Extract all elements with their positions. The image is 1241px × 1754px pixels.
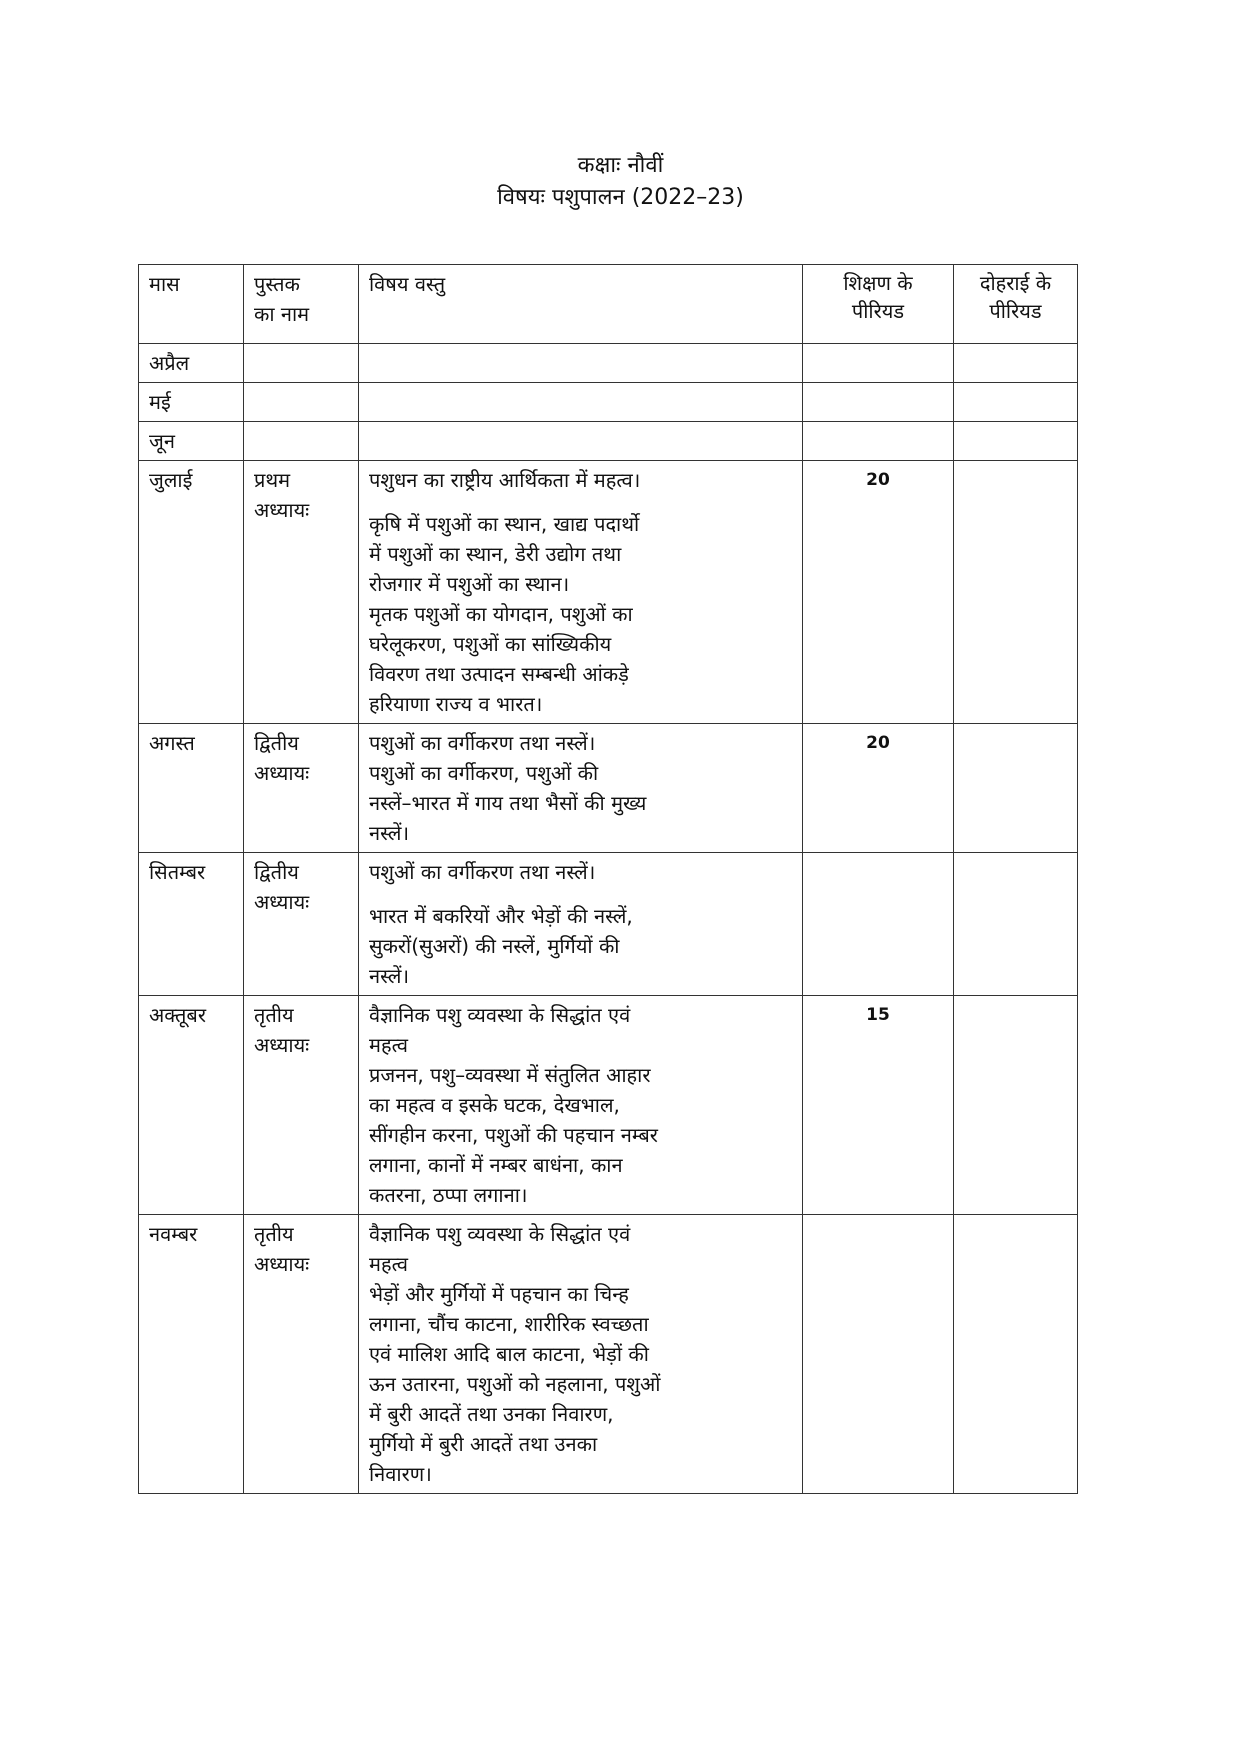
content-cell: [359, 724, 803, 853]
month-cell: अप्रैल: [139, 344, 244, 383]
month-cell: सितम्बर: [139, 853, 244, 996]
table-row: [139, 724, 1078, 853]
syllabus-table: [138, 264, 1078, 1494]
content-paragraph: भारत में बकरियों और भेड़ों की नस्लें, सुकरों(सुअरों) की नस्लें, मुर्गियों की नस्लें।: [369, 904, 633, 988]
revision-periods-cell: [954, 724, 1078, 853]
revision-periods-cell: [954, 1215, 1078, 1494]
content-paragraph: पशुधन का राष्ट्रीय आर्थिकता में महत्व।: [369, 468, 641, 492]
content-paragraph: कृषि में पशुओं का स्थान, खाद्य पदार्थो में पशुओं का स्थान, डेरी उद्योग तथा रोजगार में पशुओं का स्थान। मृतक पशुओं का योगदान, पशुओं का घरेलूकरण, पशुओं का सांख्यिकीय विवरण तथा उत्पादन सम्बन्धी आंकड़े हरियाणा राज्य व भारत।: [369, 512, 640, 716]
month-cell: नवम्बर: [139, 1215, 244, 1494]
teaching-periods-cell: 20: [803, 461, 954, 724]
class-title: कक्षाः नौवीं: [577, 153, 664, 178]
table-row: [139, 383, 1078, 422]
content-paragraph: वैज्ञानिक पशु व्यवस्था के सिद्धांत एवं महत्व प्रजनन, पशु–व्यवस्था में संतुलित आहार का महत्व व इसके घटक, देखभाल, सींगहीन करना, पशुओं की पहचान नम्बर लगाना, कानों में नम्बर बाधंना, कान कतरना, ठप्पा लगाना।: [369, 1003, 658, 1207]
month-cell: अगस्त: [139, 724, 244, 853]
col-header-content: विषय वस्तु: [359, 265, 803, 344]
content-cell: [359, 853, 803, 996]
table-header-row: [139, 265, 1078, 344]
book-cell: प्रथम अध्यायः: [244, 461, 359, 724]
revision-periods-cell: [954, 996, 1078, 1215]
teaching-periods-cell: 20: [803, 724, 954, 853]
content-cell: [359, 996, 803, 1215]
teaching-periods-cell: [803, 344, 954, 383]
table-row: [139, 1215, 1078, 1494]
book-cell: [244, 344, 359, 383]
book-cell: [244, 422, 359, 461]
content-cell: [359, 422, 803, 461]
subject-title: विषयः पशुपालन (2022–23): [497, 185, 744, 210]
content-cell: [359, 383, 803, 422]
teaching-periods-cell: [803, 422, 954, 461]
revision-periods-cell: [954, 422, 1078, 461]
col-header-month: मास: [139, 265, 244, 344]
revision-periods-cell: [954, 344, 1078, 383]
content-cell: [359, 344, 803, 383]
month-cell: जुलाई: [139, 461, 244, 724]
content-paragraph: पशुओं का वर्गीकरण तथा नस्लें। पशुओं का वर्गीकरण, पशुओं की नस्लें–भारत में गाय तथा भैसों की मुख्य नस्लें।: [369, 731, 647, 845]
revision-periods-cell: [954, 461, 1078, 724]
page-heading: [0, 150, 1241, 214]
month-cell: जून: [139, 422, 244, 461]
content-paragraph: पशुओं का वर्गीकरण तथा नस्लें।: [369, 860, 596, 884]
table-row: [139, 853, 1078, 996]
table-row: [139, 422, 1078, 461]
table-row: [139, 461, 1078, 724]
book-cell: तृतीय अध्यायः: [244, 1215, 359, 1494]
table-row: [139, 344, 1078, 383]
teaching-periods-cell: [803, 383, 954, 422]
content-cell: [359, 1215, 803, 1494]
content-paragraph: वैज्ञानिक पशु व्यवस्था के सिद्धांत एवं महत्व भेड़ों और मुर्गियों में पहचान का चिन्ह लगाना, चौंच काटना, शारीरिक स्वच्छता एवं मालिश आदि बाल काटना, भेड़ों की ऊन उतारना, पशुओं को नहलाना, पशुओं में बुरी आदतें तथा उनका निवारण, मुर्गियो में बुरी आदतें तथा उनका निवारण।: [369, 1222, 661, 1486]
book-cell: द्वितीय अध्यायः: [244, 724, 359, 853]
book-cell: द्वितीय अध्यायः: [244, 853, 359, 996]
book-cell: तृतीय अध्यायः: [244, 996, 359, 1215]
teaching-periods-cell: 15: [803, 996, 954, 1215]
col-header-book: पुस्तक का नाम: [244, 265, 359, 344]
revision-periods-cell: [954, 853, 1078, 996]
col-header-revision-periods: दोहराई के पीरियड: [954, 265, 1078, 344]
month-cell: अक्तूबर: [139, 996, 244, 1215]
month-cell: मई: [139, 383, 244, 422]
book-cell: [244, 383, 359, 422]
col-header-teaching-periods: शिक्षण के पीरियड: [803, 265, 954, 344]
table-row: [139, 996, 1078, 1215]
teaching-periods-cell: [803, 853, 954, 996]
content-cell: [359, 461, 803, 724]
revision-periods-cell: [954, 383, 1078, 422]
teaching-periods-cell: [803, 1215, 954, 1494]
